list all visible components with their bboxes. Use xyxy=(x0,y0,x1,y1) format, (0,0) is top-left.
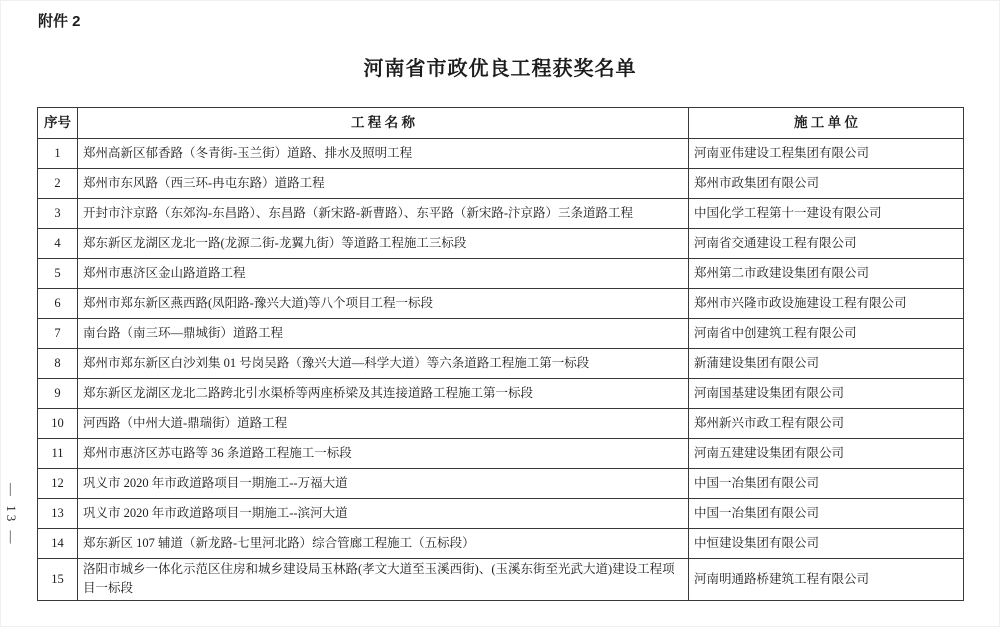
row-index-cell: 13 xyxy=(38,499,78,529)
table-row xyxy=(38,439,964,469)
project-name-cell: 郑州高新区郁香路（冬青街-玉兰街）道路、排水及照明工程 xyxy=(78,139,689,169)
construction-unit-cell: 中国化学工程第十一建设有限公司 xyxy=(689,199,964,229)
row-index-cell: 14 xyxy=(38,529,78,559)
table-row xyxy=(38,409,964,439)
table-header xyxy=(38,108,964,139)
table-row xyxy=(38,169,964,199)
project-name-cell: 洛阳市城乡一体化示范区住房和城乡建设局玉林路(孝文大道至玉溪西街)、(玉溪东街至光武大道)建设工程项目一标段 xyxy=(78,559,689,601)
table-row xyxy=(38,559,964,601)
row-index-cell: 11 xyxy=(38,439,78,469)
page-number: — 13 — xyxy=(4,483,19,547)
table-row xyxy=(38,469,964,499)
construction-unit-cell: 河南省交通建设工程有限公司 xyxy=(689,229,964,259)
construction-unit-cell: 郑州市兴隆市政设施建设工程有限公司 xyxy=(689,289,964,319)
construction-unit-cell: 河南国基建设集团有限公司 xyxy=(689,379,964,409)
project-name-cell: 郑州市惠济区金山路道路工程 xyxy=(78,259,689,289)
construction-unit-cell: 郑州第二市政建设集团有限公司 xyxy=(689,259,964,289)
construction-unit-cell: 郑州新兴市政工程有限公司 xyxy=(689,409,964,439)
project-name-cell: 郑州市东风路（西三环-冉屯东路）道路工程 xyxy=(78,169,689,199)
construction-unit-cell: 河南亚伟建设工程集团有限公司 xyxy=(689,139,964,169)
project-name-cell: 郑州市惠济区苏屯路等 36 条道路工程施工一标段 xyxy=(78,439,689,469)
table-row xyxy=(38,229,964,259)
project-name-cell: 河西路（中州大道-鼎瑞街）道路工程 xyxy=(78,409,689,439)
table-row xyxy=(38,499,964,529)
project-name-cell: 南台路（南三环—鼎城街）道路工程 xyxy=(78,319,689,349)
row-index-cell: 4 xyxy=(38,229,78,259)
project-name-cell: 郑东新区龙湖区龙北二路跨北引水渠桥等两座桥梁及其连接道路工程施工第一标段 xyxy=(78,379,689,409)
project-name-cell: 郑州市郑东新区燕西路(凤阳路-豫兴大道)等八个项目工程一标段 xyxy=(78,289,689,319)
row-index-cell: 1 xyxy=(38,139,78,169)
construction-unit-cell: 中国一冶集团有限公司 xyxy=(689,499,964,529)
project-name-cell: 巩义市 2020 年市政道路项目一期施工--万福大道 xyxy=(78,469,689,499)
construction-unit-cell: 新蒲建设集团有限公司 xyxy=(689,349,964,379)
construction-unit-cell: 河南明通路桥建筑工程有限公司 xyxy=(689,559,964,601)
row-index-cell: 2 xyxy=(38,169,78,199)
awards-table xyxy=(37,107,964,601)
header-row xyxy=(38,108,964,139)
col-header-unit: 施 工 单 位 xyxy=(689,108,964,139)
row-index-cell: 9 xyxy=(38,379,78,409)
row-index-cell: 6 xyxy=(38,289,78,319)
construction-unit-cell: 郑州市政集团有限公司 xyxy=(689,169,964,199)
row-index-cell: 3 xyxy=(38,199,78,229)
construction-unit-cell: 河南省中创建筑工程有限公司 xyxy=(689,319,964,349)
page-title: 河南省市政优良工程获奖名单 xyxy=(363,58,637,80)
table-row xyxy=(38,199,964,229)
table-body xyxy=(38,139,964,601)
project-name-cell: 郑州市郑东新区白沙刘集 01 号岗吴路（豫兴大道—科学大道）等六条道路工程施工第一标段 xyxy=(78,349,689,379)
row-index-cell: 10 xyxy=(38,409,78,439)
construction-unit-cell: 河南五建建设集团有限公司 xyxy=(689,439,964,469)
table-row xyxy=(38,379,964,409)
attachment-label: 附件 2 xyxy=(38,13,81,30)
row-index-cell: 5 xyxy=(38,259,78,289)
row-index-cell: 12 xyxy=(38,469,78,499)
table-row xyxy=(38,529,964,559)
table-row xyxy=(38,349,964,379)
row-index-cell: 8 xyxy=(38,349,78,379)
table-row xyxy=(38,259,964,289)
col-header-project: 工 程 名 称 xyxy=(78,108,689,139)
project-name-cell: 郑东新区龙湖区龙北一路(龙源二街-龙翼九街）等道路工程施工三标段 xyxy=(78,229,689,259)
table-row xyxy=(38,139,964,169)
construction-unit-cell: 中国一冶集团有限公司 xyxy=(689,469,964,499)
table-row xyxy=(38,289,964,319)
col-header-index: 序号 xyxy=(38,108,78,139)
row-index-cell: 15 xyxy=(38,559,78,601)
row-index-cell: 7 xyxy=(38,319,78,349)
construction-unit-cell: 中恒建设集团有限公司 xyxy=(689,529,964,559)
table-row xyxy=(38,319,964,349)
project-name-cell: 郑东新区 107 辅道（新龙路-七里河北路）综合管廊工程施工（五标段） xyxy=(78,529,689,559)
project-name-cell: 巩义市 2020 年市政道路项目一期施工--滨河大道 xyxy=(78,499,689,529)
project-name-cell: 开封市汴京路（东郊沟-东昌路）、东昌路（新宋路-新曹路）、东平路（新宋路-汴京路）三条道路工程 xyxy=(78,199,689,229)
